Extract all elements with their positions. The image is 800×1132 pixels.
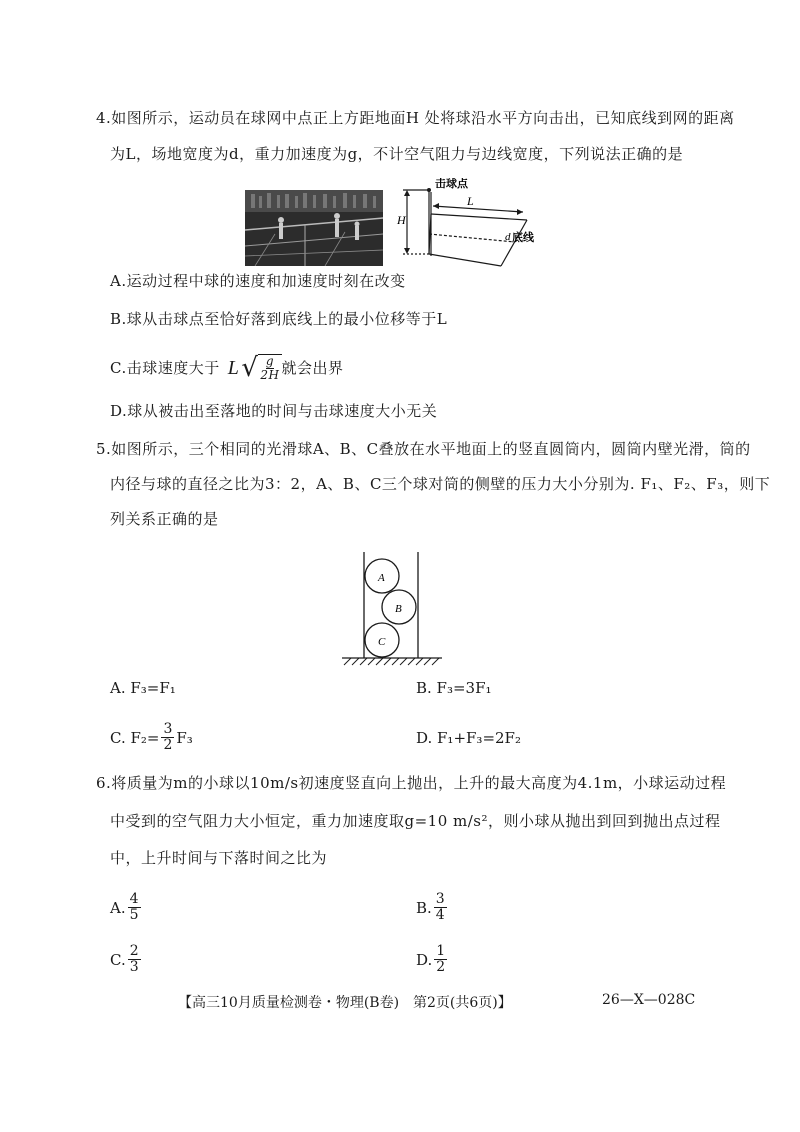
q6-option-b-label: B. (416, 898, 432, 917)
frac-denominator: 5 (129, 907, 139, 923)
q5-option-a: A. F₃=F₁ (110, 679, 176, 697)
frac-numerator: 3 (163, 721, 173, 737)
q6-stem-line3: 中，上升时间与下落时间之比为 (110, 849, 328, 867)
q5-stem-line2: 内径与球的直径之比为3：2，A、B、C三个球对筒的侧壁的压力大小分别为. F₁、F₂、F₃，则下 (110, 475, 771, 493)
q5-option-c (110, 722, 193, 753)
q6-stem-line2: 中受到的空气阻力大小恒定，重力加速度取g=10 m/s²，则小球从抛出到回到抛出点过程 (110, 812, 721, 830)
q6-option-c-fraction (128, 944, 141, 975)
q4-option-d: D.球从被击出至落地的时间与击球速度大小无关 (110, 402, 438, 420)
q6-option-d-fraction (434, 944, 447, 975)
q4-option-a: A.运动过程中球的速度和加速度时刻在改变 (110, 272, 406, 290)
q5-stem-line1: 5.如图所示，三个相同的光滑球A、B、C叠放在水平地面上的竖直圆筒内，圆筒内壁光滑，筒的 (96, 440, 751, 458)
q4-option-b: B.球从击球点至恰好落到底线上的最小位移等于L (110, 310, 448, 328)
frac-denominator: 2 (436, 959, 446, 975)
q4-stem-line1: 4.如图所示，运动员在球网中点正上方距地面H 处将球沿水平方向击出，已知底线到网的距离 (96, 109, 735, 127)
ball-a-label: A (378, 572, 385, 584)
frac-numerator: 4 (129, 891, 139, 907)
q4-stem-line2: 为L，场地宽度为d，重力加速度为g，不计空气阻力与边线宽度，下列说法正确的是 (110, 145, 684, 163)
label-d: d (505, 231, 511, 243)
footer-code: 26—X—028C (602, 992, 696, 1008)
frac-denominator: 4 (435, 907, 445, 923)
q5-option-d: D. F₁+F₃=2F₂ (416, 729, 521, 747)
frac-numerator: 1 (436, 943, 446, 959)
q5-stem-line3: 列关系正确的是 (110, 510, 219, 528)
q6-option-d (416, 944, 449, 975)
ball-b-label: B (395, 603, 402, 615)
q4-option-c-prefix: C.击球速度大于 (110, 359, 220, 377)
q6-option-a-label: A. (110, 898, 126, 917)
q5-option-c-suffix: F₃ (176, 728, 193, 747)
frac-numerator: 3 (435, 891, 445, 907)
q6-option-a (110, 892, 143, 923)
ball-c-label: C (378, 636, 386, 648)
frac-denominator: 3 (129, 959, 139, 975)
court-diagram (385, 178, 545, 270)
q6-stem-line1: 6.将质量为m的小球以10m/s初速度竖直向上抛出，上升的最大高度为4.1m，小球运动过程 (96, 774, 727, 792)
sqrt-expression (228, 354, 282, 382)
label-hit-point: 击球点 (435, 178, 468, 190)
q6-option-c (110, 944, 143, 975)
cylinder-diagram (338, 548, 446, 668)
q6-option-b-fraction (434, 892, 447, 923)
label-L: L (467, 194, 474, 208)
sqrt-icon: √ (241, 353, 259, 383)
q6-option-a-fraction (128, 892, 141, 923)
label-H: H (397, 213, 406, 227)
q4-option-c-L: L (227, 357, 240, 379)
q6-option-c-label: C. (110, 950, 126, 969)
q5-option-c-fraction (161, 722, 174, 753)
sqrt-fraction (258, 354, 281, 382)
footer-title: 【高三10月质量检测卷・物理(B卷) 第2页(共6页)】 (178, 995, 512, 1011)
q4-option-c (110, 354, 344, 382)
frac-denominator: 2 (163, 737, 173, 753)
q6-option-b (416, 892, 449, 923)
q4-option-c-suffix: 就会出界 (281, 359, 344, 377)
q5-option-c-prefix: C. F₂= (110, 728, 160, 747)
tennis-photo (245, 190, 383, 266)
q5-option-b: B. F₃=3F₁ (416, 679, 492, 697)
q6-option-d-label: D. (416, 950, 433, 969)
frac-numerator: 2 (129, 943, 139, 959)
label-baseline: 底线 (512, 231, 534, 244)
frac-denominator: 2H (260, 368, 280, 382)
frac-numerator: g (265, 354, 275, 368)
